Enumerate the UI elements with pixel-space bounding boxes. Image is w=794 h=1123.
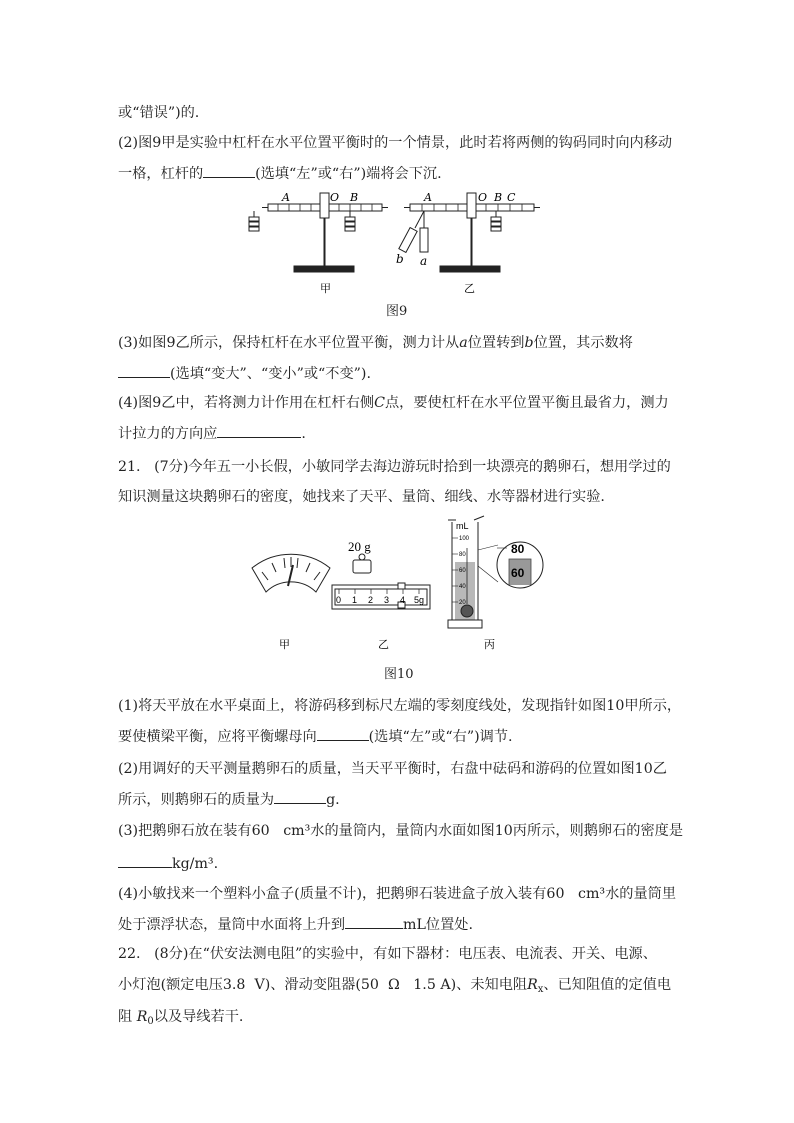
text: 1.5 [413, 977, 436, 993]
text: 一格，杠杆的 [118, 166, 204, 182]
answer-blank[interactable] [345, 914, 403, 929]
q22-line3 [118, 1007, 243, 1032]
label-jia: 甲 [279, 638, 290, 651]
text: (2)用调好的天平测量鹅卵石的质量，当天平平衡时，右盘中砝码和游码的位置如图10乙 [118, 761, 667, 777]
label-yi: 乙 [378, 638, 389, 651]
q21-part2-line2 [118, 789, 340, 810]
tick-100: 100 [459, 536, 470, 542]
tick-80: 80 [459, 552, 466, 558]
text: (4)图9乙中，若将测力计作用在杠杆右侧 [118, 395, 375, 411]
symbol-R: R [136, 1009, 148, 1025]
text: (选填“左”或“右”)调节. [368, 729, 513, 745]
text: (3)如图9乙所示，保持杠杆在水平位置平衡，测力计从 [118, 335, 460, 351]
text: 小灯泡(额定电压3.8 [118, 977, 246, 993]
weight-20g [353, 554, 371, 573]
text: 、已知阻值的定值电 [543, 977, 672, 993]
q21-part3-line2 [118, 853, 218, 874]
text: (选填“变大”、“变小”或“不变”). [170, 366, 371, 382]
text: (选填“左”或“右”)端将会下沉. [255, 166, 442, 182]
label-A: A [282, 191, 290, 204]
subscript-x: x [537, 984, 544, 995]
label-C: C [507, 191, 516, 204]
tick-1: 1 [352, 595, 358, 605]
text: (2)图9甲是实验中杠杆在水平位置平衡时的一个情景，此时若将两侧的钩码同时向内移动 [118, 135, 673, 151]
q21-part3-line1 [118, 821, 683, 841]
answer-blank[interactable] [317, 726, 369, 741]
point-c: C [374, 395, 385, 411]
subscript-0: 0 [147, 1016, 154, 1027]
text: mL位置处. [403, 917, 473, 933]
text: (1)将天平放在水平桌面上，将游码移到标尺左端的零刻度线处，发现指针如图10甲所示， [118, 698, 682, 714]
label-O: O [330, 191, 340, 204]
tick-5: 5g [414, 595, 425, 605]
balance-pointer-dial [252, 554, 330, 592]
label-B: B [494, 191, 503, 204]
text: kg/m³. [172, 856, 219, 872]
label-O: O [478, 191, 488, 204]
tick-40: 40 [459, 584, 466, 590]
text: cm³水的量筒里 [578, 886, 677, 902]
symbol-R: R [527, 977, 538, 993]
tick-2: 2 [368, 595, 374, 605]
label-yi: 乙 [464, 282, 475, 295]
text: 阻 [118, 1009, 133, 1025]
q21-part1-line2 [118, 726, 513, 747]
text: Ω [387, 977, 400, 993]
tick-60: 60 [459, 568, 466, 574]
text: 点，要使杠杆在水平位置平衡且最省力，测力 [384, 395, 669, 411]
q21-part4-line2 [118, 914, 473, 935]
answer-blank[interactable] [274, 789, 326, 804]
text: V)、滑动变阻器(50 [254, 977, 379, 993]
figure-10-caption: 图10 [384, 667, 414, 682]
q21-part4-line1 [118, 884, 676, 904]
tick-3: 3 [384, 595, 390, 605]
text: 或“错误”)的. [118, 105, 200, 121]
text: (8分)在“伏安法测电阻”的实验中，有如下器材：电压表、电流表、开关、电源、 [154, 946, 657, 962]
point-b: b [524, 335, 534, 351]
q22-line1 [118, 944, 657, 964]
text: 知识测量这块鹅卵石的密度，她找来了天平、量筒、细线、水等器材进行实验. [118, 489, 605, 505]
label-jia: 甲 [320, 282, 331, 295]
text: 所示，则鹅卵石的质量为 [118, 792, 275, 808]
text: (4)小敏找来一个塑料小盒子(质量不计)，把鹅卵石装进盒子放入装有60 [118, 886, 565, 902]
text: 计拉力的方向应 [118, 426, 218, 442]
zoom-60: 60 [511, 566, 525, 580]
point-a: a [459, 335, 468, 351]
text: 位置转到 [467, 335, 525, 351]
text: (3)把鹅卵石放在装有60 [118, 823, 270, 839]
label-A: A [424, 191, 432, 204]
tick-0: 0 [336, 595, 342, 605]
q22-line2 [118, 975, 671, 1000]
q21-part1-line1 [118, 696, 681, 716]
label-b: b [396, 252, 404, 266]
text: 处于漂浮状态，量筒中水面将上升到 [118, 917, 346, 933]
label-bing: 丙 [484, 638, 495, 651]
answer-blank[interactable] [118, 853, 172, 868]
zoom-80: 80 [511, 542, 525, 556]
text: 以及导线若干. [153, 1009, 244, 1025]
question-number: 21. [118, 459, 141, 475]
label-B: B [350, 191, 359, 204]
text: A)、未知电阻 [440, 977, 528, 993]
question-number: 22. [118, 946, 141, 962]
tick-4: 4 [400, 595, 406, 605]
text: cm³水的量筒内，量筒内水面如图10丙所示，则鹅卵石的密度是 [283, 823, 684, 839]
text: 要使横梁平衡，应将平衡螺母向 [118, 729, 317, 745]
figure-9-caption: 图9 [386, 304, 408, 319]
text: . [301, 426, 306, 442]
q21-part2-line1 [118, 759, 667, 779]
weight-label: 20 g [348, 539, 371, 554]
cylinder-unit: mL [456, 521, 469, 531]
tick-20: 20 [459, 600, 466, 606]
text: 位置，其示数将 [533, 335, 633, 351]
text: g. [326, 792, 340, 808]
label-a: a [420, 254, 428, 268]
text: (7分)今年五一小长假，小敏同学去海边游玩时拾到一块漂亮的鹅卵石，想用学过的 [154, 459, 671, 475]
